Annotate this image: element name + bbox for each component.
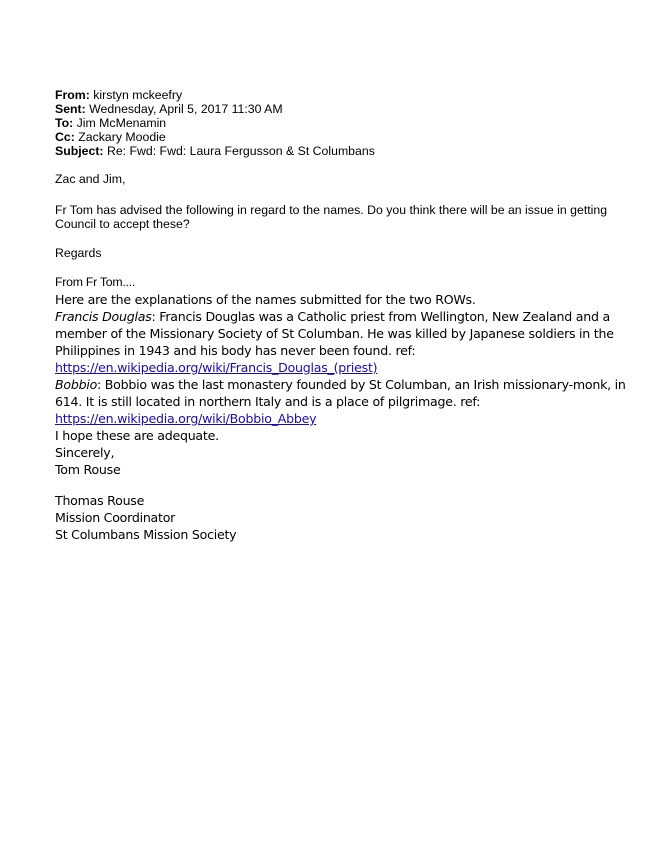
cc-row (55, 130, 615, 144)
closing-line: Sincerely, (55, 445, 115, 460)
douglas-line: Philippines in 1943 and his body has never been found. ref: (55, 343, 416, 358)
bobbio-line: 614. It is still located in northern Italy and is a place of pilgrimage. ref: (55, 394, 481, 409)
signature-org: St Columbans Mission Society (55, 527, 237, 542)
cc-label: Cc: (55, 130, 75, 144)
email-header (55, 88, 615, 158)
signature (55, 492, 615, 543)
bobbio-wiki-link[interactable]: https://en.wikipedia.org/wiki/Bobbio_Abbey (55, 411, 317, 426)
subject-row (55, 144, 615, 158)
douglas-name: Francis Douglas (55, 309, 152, 324)
signature-name: Thomas Rouse (55, 493, 145, 508)
sent-row (55, 102, 615, 116)
forwarded-message (55, 274, 626, 478)
regards: Regards (55, 246, 102, 260)
signature-title: Mission Coordinator (55, 510, 176, 525)
from-value: kirstyn mckeefry (93, 88, 183, 102)
douglas-line: member of the Missionary Society of St Columban. He was killed by Japanese soldiers in the (55, 326, 614, 341)
douglas-wiki-link[interactable]: https://en.wikipedia.org/wiki/Francis_Douglas_(priest) (55, 360, 378, 375)
bobbio-text: : Bobbio was the last monastery founded by St Columban, an Irish missionary-monk, in (97, 377, 626, 392)
cc-value: Zackary Moodie (78, 130, 166, 144)
from-row (55, 88, 615, 102)
from-label: From: (55, 88, 90, 102)
douglas-line (55, 308, 615, 325)
salutation: Zac and Jim, (55, 172, 126, 186)
forwarded-from-line: From Fr Tom.... (55, 275, 136, 289)
intro-paragraph (55, 203, 608, 231)
to-label: To: (55, 116, 74, 130)
explanation-line: Here are the explanations of the names submitted for the two ROWs. (55, 292, 476, 307)
bobbio-name: Bobbio (55, 377, 98, 392)
closing-line: Tom Rouse (55, 462, 121, 477)
subject-value: Re: Fwd: Fwd: Laura Fergusson & St Columbans (106, 144, 375, 158)
to-row (55, 116, 615, 130)
intro-line: Council to accept these? (55, 217, 190, 231)
sent-value: Wednesday, April 5, 2017 11:30 AM (89, 102, 283, 116)
closing-line: I hope these are adequate. (55, 428, 219, 443)
sent-label: Sent: (55, 102, 86, 116)
douglas-text: : Francis Douglas was a Catholic priest from Wellington, New Zealand and a (151, 309, 610, 324)
subject-label: Subject: (55, 144, 104, 158)
bobbio-line (55, 376, 626, 393)
to-value: Jim McMenamin (76, 116, 167, 130)
intro-line: Fr Tom has advised the following in regard to the names. Do you think there will be an issue in getting (55, 203, 608, 217)
